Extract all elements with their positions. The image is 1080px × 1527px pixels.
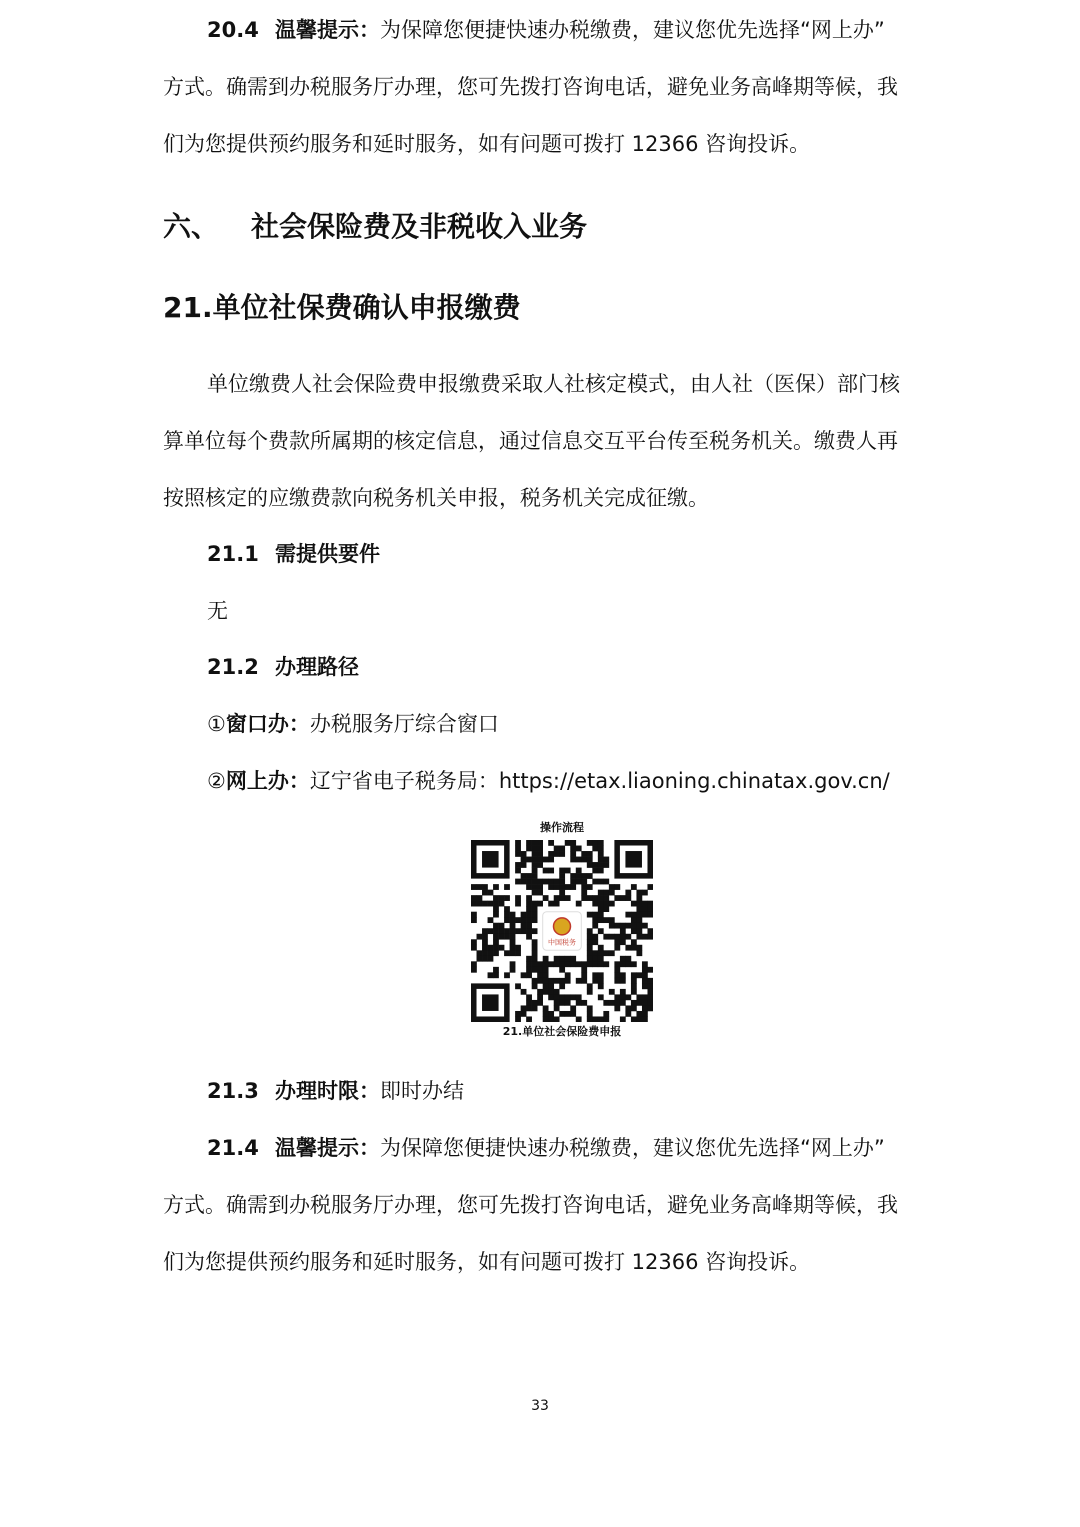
section-20-4-heading-line xyxy=(207,15,967,45)
section-21-4-heading-line xyxy=(207,1133,967,1163)
qr-block xyxy=(468,820,656,1040)
section-number: 21.2 xyxy=(207,655,259,679)
section-21-3-line xyxy=(207,1076,967,1106)
route-window xyxy=(207,709,967,739)
section-number: 21.1 xyxy=(207,542,259,566)
paragraph-line: 们为您提供预约服务和延时服务，如有问题可拨打 12366 咨询投诉。 xyxy=(163,1250,811,1274)
chapter-title: 社会保险费及非税收入业务 xyxy=(251,210,588,243)
section-label: 需提供要件 xyxy=(275,542,380,566)
qr-caption-bottom: 21.单位社会保险费申报 xyxy=(502,1025,622,1038)
route-marker: ① xyxy=(207,712,226,736)
section-label: 温馨提示： xyxy=(275,18,380,42)
qr-logo-text: 中国税务 xyxy=(548,938,576,947)
page-number: 33 xyxy=(531,1398,549,1414)
chapter-heading xyxy=(163,205,587,245)
section-label: 办理时限： xyxy=(275,1079,380,1103)
paragraph-line: 方式。确需到办税服务厅办理，您可先拨打咨询电话，避免业务高峰期等候，我 xyxy=(163,1193,898,1217)
section-value: 即时办结 xyxy=(380,1079,464,1103)
route-value: 办税服务厅综合窗口 xyxy=(309,712,499,736)
section-number: 21.3 xyxy=(207,1079,259,1103)
route-label: 窗口办： xyxy=(225,712,310,736)
paragraph-line: 按照核定的应缴费款向税务机关申报，税务机关完成征缴。 xyxy=(163,486,709,510)
paragraph-line: 算单位每个费款所属期的核定信息，通过信息交互平台传至税务机关。缴费人再 xyxy=(163,429,898,453)
qr-caption-top: 操作流程 xyxy=(540,821,584,834)
section-text: 为保障您便捷快速办税缴费，建议您优先选择“网上办” xyxy=(380,18,885,42)
route-label: 网上办： xyxy=(225,769,310,793)
qr-code-icon[interactable] xyxy=(471,840,653,1022)
section-label: 办理路径 xyxy=(275,655,359,679)
chapter-number: 六、 xyxy=(163,210,220,243)
section-number: 20.4 xyxy=(207,18,259,42)
route-marker: ② xyxy=(207,769,226,793)
paragraph-line: 方式。确需到办税服务厅办理，您可先拨打咨询电话，避免业务高峰期等候，我 xyxy=(163,75,898,99)
route-online xyxy=(207,766,967,796)
route-value-url[interactable]: 辽宁省电子税务局：https://etax.liaoning.chinatax.gov.cn/ xyxy=(309,769,890,793)
section-label: 温馨提示： xyxy=(275,1136,380,1160)
paragraph-line: 们为您提供预约服务和延时服务，如有问题可拨打 12366 咨询投诉。 xyxy=(163,132,811,156)
paragraph-line: 单位缴费人社会保险费申报缴费采取人社核定模式，由人社（医保）部门核 xyxy=(207,372,900,396)
section-text: 为保障您便捷快速办税缴费，建议您优先选择“网上办” xyxy=(380,1136,885,1160)
section-number: 21.4 xyxy=(207,1136,259,1160)
item-title: 21.单位社保费确认申报缴费 xyxy=(163,291,521,324)
section-21-1-heading xyxy=(207,539,967,569)
section-21-1-value: 无 xyxy=(207,599,228,623)
section-21-2-heading xyxy=(207,652,967,682)
